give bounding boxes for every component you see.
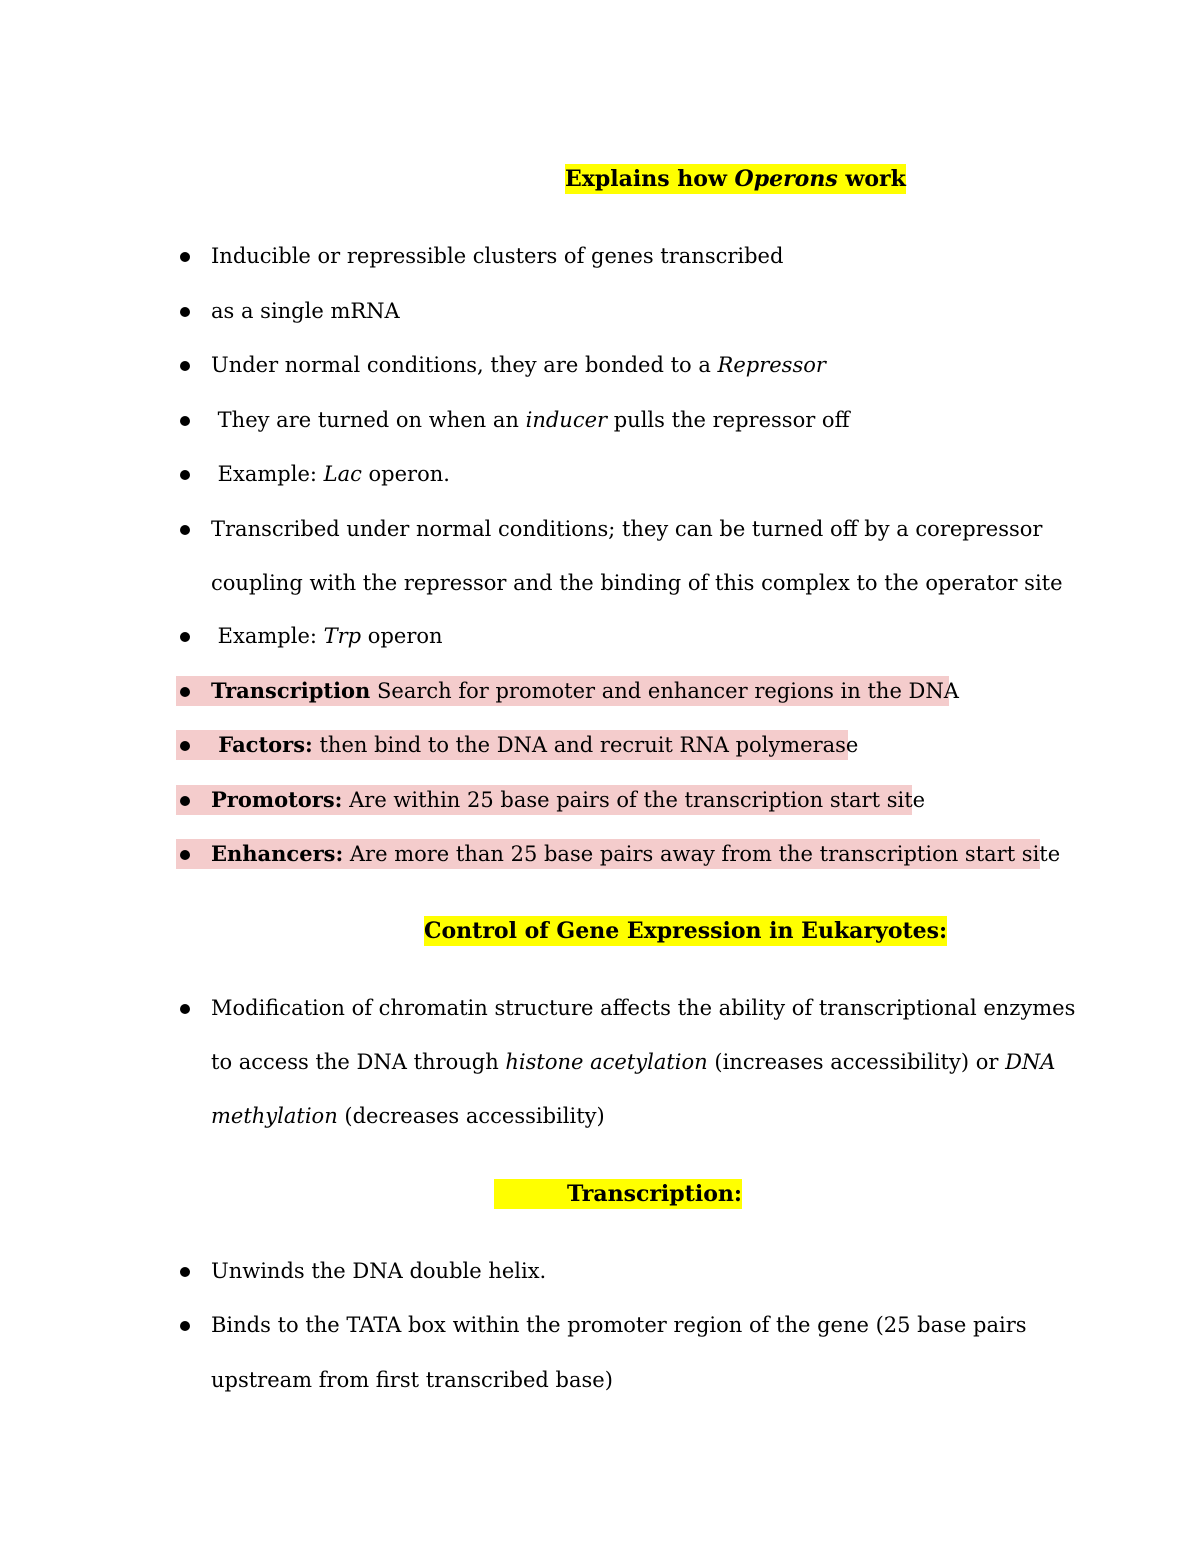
heading-operons-post: work <box>837 166 906 192</box>
bullet-icon <box>180 361 190 371</box>
list-item-highlighted <box>176 839 1061 869</box>
list-item-text: Modification of chromatin structure affects the ability of transcriptional enzymes <box>211 996 1076 1020</box>
heading-operons-italic: Operons <box>734 166 838 192</box>
list-item-highlighted <box>176 730 859 760</box>
bullet-icon <box>180 632 190 642</box>
list-item-text: Example: Trp operon <box>211 624 443 648</box>
list-item-text: They are turned on when an inducer pulls the repressor off <box>211 408 850 432</box>
list-item-continuation: upstream from first transcribed base) <box>211 1368 613 1392</box>
heading-operons <box>565 164 906 194</box>
bullet-icon <box>180 525 190 535</box>
bullet-icon <box>180 687 190 697</box>
bullet-icon <box>180 850 190 860</box>
list-item-highlighted <box>176 676 959 706</box>
list-item-continuation: methylation (decreases accessibility) <box>211 1104 605 1128</box>
bullet-icon <box>180 1321 190 1331</box>
list-item-text: Factors: then bind to the DNA and recruit RNA polymerase <box>211 732 859 757</box>
heading-eukaryotes: Control of Gene Expression in Eukaryotes: <box>424 918 948 944</box>
bullet-icon <box>180 1267 190 1277</box>
bullet-icon <box>180 416 190 426</box>
heading-operons-pre: Explains how <box>565 166 735 192</box>
list-item-text: Example: Lac operon. <box>211 462 450 486</box>
bullet-icon <box>180 307 190 317</box>
list-item-text: Promotors: Are within 25 base pairs of the transcription start site <box>211 787 926 812</box>
list-item-text: Transcribed under normal conditions; they can be turned off by a corepressor <box>211 517 1043 541</box>
bullet-icon <box>180 470 190 480</box>
list-item-text: Unwinds the DNA double helix. <box>211 1259 547 1283</box>
list-item-text: Binds to the TATA box within the promoter region of the gene (25 base pairs <box>211 1313 1027 1337</box>
list-item-text: Under normal conditions, they are bonded to a Repressor <box>211 353 826 377</box>
bullet-icon <box>180 796 190 806</box>
list-item-text: Inducible or repressible clusters of genes transcribed <box>211 244 784 268</box>
list-item-text: Enhancers: Are more than 25 base pairs away from the transcription start site <box>211 841 1061 866</box>
heading-transcription-text: Transcription: <box>566 1181 742 1207</box>
list-item-highlighted <box>176 785 926 815</box>
bullet-icon <box>180 252 190 262</box>
heading-transcription <box>494 1179 742 1209</box>
list-item-continuation: coupling with the repressor and the binding of this complex to the operator site <box>211 571 1063 595</box>
list-item-continuation: to access the DNA through histone acetylation (increases accessibility) or DNA <box>211 1050 1056 1074</box>
list-item-text: Transcription Search for promoter and enhancer regions in the DNA <box>211 678 959 703</box>
bullet-icon <box>180 1004 190 1014</box>
bullet-icon <box>180 741 190 751</box>
list-item-text: as a single mRNA <box>211 299 400 323</box>
